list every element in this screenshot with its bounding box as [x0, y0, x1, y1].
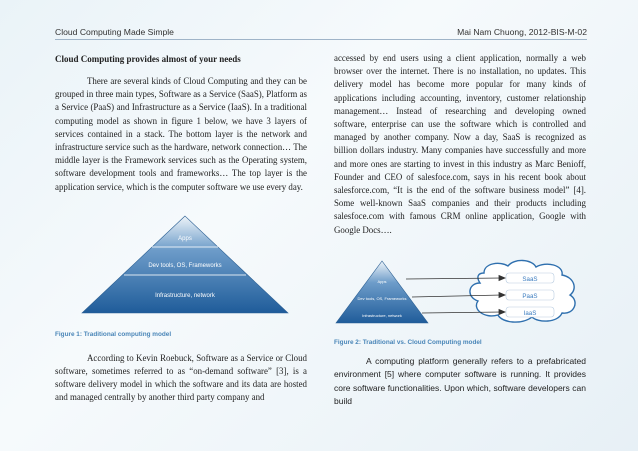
- left-column: [55, 52, 307, 405]
- paragraph: accessed by end users using a client application, normally a web browser over the internet. There is no installation, no updates. This delivery model has become more popular for many kinds of applications including accounting, inventory, customer relationship management… Instead of researching and developing owned software, enterprise can use the software which is controlled and managed by another company. Now a day, SaaS is recognized as billion dollars industry. Many companies have successfully and more and more ones are starting to invest in this industry as Marc Benioff, Founder and CEO of salesfoce.com, says in his recent book about salesforce.com, “It is the end of the software business model” [4]. Some well-known SaaS companies and their products including salesfoce.com with famous CRM online application, Google with Google Docs….: [334, 53, 586, 235]
- header-title: Cloud Computing Made Simple: [55, 27, 174, 37]
- cloud-saas-label: SaaS: [522, 275, 538, 283]
- layer-apps: Apps: [377, 278, 387, 284]
- layer-framework: Dev tools, OS, Frameworks: [148, 262, 222, 269]
- paragraph: There are several kinds of Cloud Computing and they can be grouped in three main types, Software as a Service (SaaS), Platform as a Service (PaaS) and Infrastructure as a Service (IaaS). In a traditional computing model as shown in figure 1 below, we have 3 layers of services contained in a stack. The bottom layer is the network and infrastructure service such as the hardware, network connection… The middle layer is the Framework services such as the Operating system, software development tools and frameworks… The top layer is the application service, which is the computer software we use every day.: [55, 76, 307, 192]
- cloud-iaas-label: IaaS: [523, 309, 537, 317]
- figure-caption: Figure 1: Traditional computing model: [55, 330, 172, 338]
- cloud-comparison-diagram: [334, 259, 586, 325]
- pyramid-diagram: [79, 214, 291, 317]
- figure-caption: Figure 2: Traditional vs. Cloud Computing model: [334, 338, 482, 346]
- figure-1: [79, 214, 291, 317]
- layer-infrastructure: Infrastructure, network: [155, 292, 215, 299]
- section-heading: Cloud Computing provides almost of your needs: [55, 54, 241, 64]
- layer-apps: Apps: [178, 235, 192, 242]
- figure-2: [334, 259, 586, 325]
- paragraph: According to Kevin Roebuck, Software as a Service or Cloud software, sometimes referred to as “on-demand software” [3], is a software delivery model in which the software and its data are hosted and managed centrally by another third party company and: [55, 352, 307, 403]
- header-author: Mai Nam Chuong, 2012-BIS-M-02: [457, 27, 587, 37]
- right-column: [334, 52, 586, 408]
- layer-infrastructure: Infrastructure, network: [362, 312, 402, 318]
- cloud-paas-label: PaaS: [522, 292, 538, 300]
- paragraph: A computing platform generally refers to a prefabricated environment [5] where computer software is running. It provides core software functionalities. Upon which, software developers can build: [334, 355, 586, 407]
- layer-framework: Dev tools, OS, Frameworks: [357, 295, 407, 301]
- page-header: [55, 27, 587, 40]
